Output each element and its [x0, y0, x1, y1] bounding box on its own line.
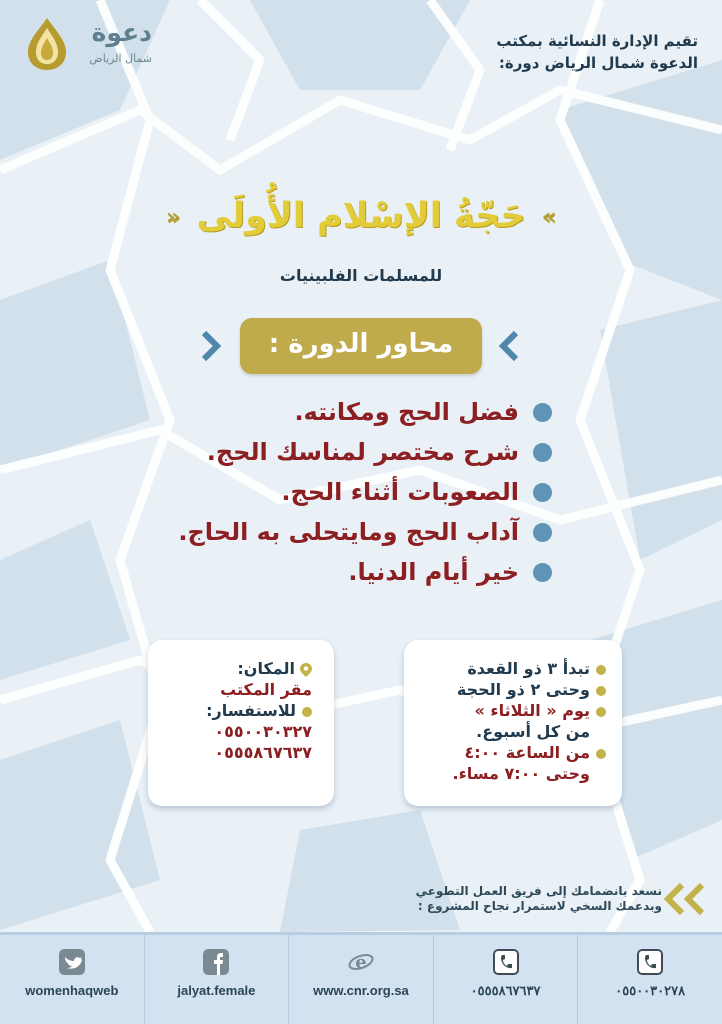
bullet-icon — [533, 403, 552, 422]
course-title — [0, 196, 722, 236]
topics-heading-badge — [240, 318, 482, 374]
schedule-weekly: من كل أسبوع. — [476, 722, 590, 741]
title-quote-open: » — [166, 204, 181, 230]
phone-icon — [493, 949, 519, 975]
dawah-logo — [24, 16, 152, 74]
website-url: www.cnr.org.sa — [313, 983, 409, 998]
schedule-time-to: وحتى ٧:٠٠ مساء. — [452, 764, 590, 783]
topic-text: شرح مختصر لمناسك الحج. — [206, 438, 519, 466]
location-pin-icon — [300, 663, 312, 677]
location-card — [148, 640, 334, 806]
phone-number: ٠٥٥٠٠٣٠٢٧٨ — [615, 983, 686, 998]
logo-emblem-icon — [24, 16, 70, 72]
schedule-end-row — [416, 679, 606, 700]
double-chevron-icon — [660, 882, 712, 916]
inquiry-label: للاستفسار: — [206, 701, 296, 720]
bullet-icon — [302, 707, 312, 717]
list-item — [52, 432, 552, 472]
schedule-start-row — [416, 658, 606, 679]
logo-subtitle: شمال الرياض — [89, 52, 152, 65]
volunteer-line-1: نسعد بانضمامك إلى فريق العمل التطوعي — [415, 884, 662, 898]
footer-phone-a[interactable] — [433, 935, 578, 1024]
footer-website[interactable] — [288, 935, 433, 1024]
list-item — [52, 512, 552, 552]
title-quote-close: « — [541, 204, 556, 230]
twitter-handle: womenhaqweb — [25, 983, 119, 998]
browser-icon — [348, 949, 374, 975]
topic-text: الصعوبات أثناء الحج. — [281, 478, 519, 506]
topic-text: آداب الحج ومايتحلى به الحاج. — [178, 518, 519, 546]
footer-facebook[interactable] — [144, 935, 289, 1024]
schedule-day-row — [416, 700, 606, 721]
topics-heading: محاور الدورة : — [268, 329, 454, 359]
volunteer-line-2: وبدعمك السخي لاستمرار نجاح المشروع : — [417, 899, 662, 913]
twitter-icon — [59, 949, 85, 975]
topic-text: خير أيام الدنيا. — [348, 558, 519, 586]
bullet-icon — [596, 665, 606, 675]
volunteer-note — [332, 884, 662, 914]
phone-1[interactable]: ٠٥٥٠٠٣٠٣٢٧ — [214, 722, 312, 741]
chevron-right-icon — [200, 330, 222, 362]
bullet-icon — [533, 443, 552, 462]
phone-icon — [637, 949, 663, 975]
schedule-start: تبدأ ٣ ذو القعدة — [467, 659, 590, 678]
bullet-icon — [596, 686, 606, 696]
list-item — [52, 392, 552, 432]
svg-text:e: e — [355, 952, 367, 973]
phone-2[interactable]: ٠٥٥٥٨٦٧٦٣٧ — [214, 743, 312, 762]
schedule-end: وحتى ٢ ذو الحجة — [456, 680, 590, 699]
logo-word: دعوة — [91, 18, 152, 47]
list-item — [52, 552, 552, 592]
schedule-day: يوم « الثلاثاء » — [474, 701, 590, 720]
footer-phone-b[interactable] — [577, 935, 722, 1024]
organizer-line-2: الدعوة شمال الرياض دورة: — [498, 54, 698, 72]
topic-text: فضل الحج ومكانته. — [294, 398, 519, 426]
bullet-icon — [596, 749, 606, 759]
schedule-time-from-row — [416, 742, 606, 763]
phone-number: ٠٥٥٥٨٦٧٦٣٧ — [470, 983, 541, 998]
footer-twitter[interactable] — [0, 935, 144, 1024]
schedule-card — [404, 640, 622, 806]
facebook-icon — [203, 949, 229, 975]
place-label: المكان: — [237, 659, 295, 678]
schedule-time-from: من الساعة ٤:٠٠ — [464, 743, 590, 762]
course-audience: للمسلمات الفلبينيات — [279, 266, 443, 285]
topics-list — [52, 392, 552, 592]
list-item — [52, 472, 552, 512]
organizer-text — [418, 30, 698, 74]
bullet-icon — [533, 523, 552, 542]
footer-bar — [0, 932, 722, 1024]
place-label-row — [162, 658, 312, 679]
organizer-line-1: تقيم الإدارة النسائية بمكتب — [496, 32, 698, 50]
chevron-left-icon — [498, 330, 520, 362]
facebook-handle: jalyat.female — [177, 983, 256, 998]
bullet-icon — [596, 707, 606, 717]
place-value: مقر المكتب — [220, 680, 312, 699]
bullet-icon — [533, 563, 552, 582]
inquiry-label-row — [162, 700, 312, 721]
course-title-text: حَجّةُ الإسْلام الأُولَى — [196, 196, 526, 236]
bullet-icon — [533, 483, 552, 502]
